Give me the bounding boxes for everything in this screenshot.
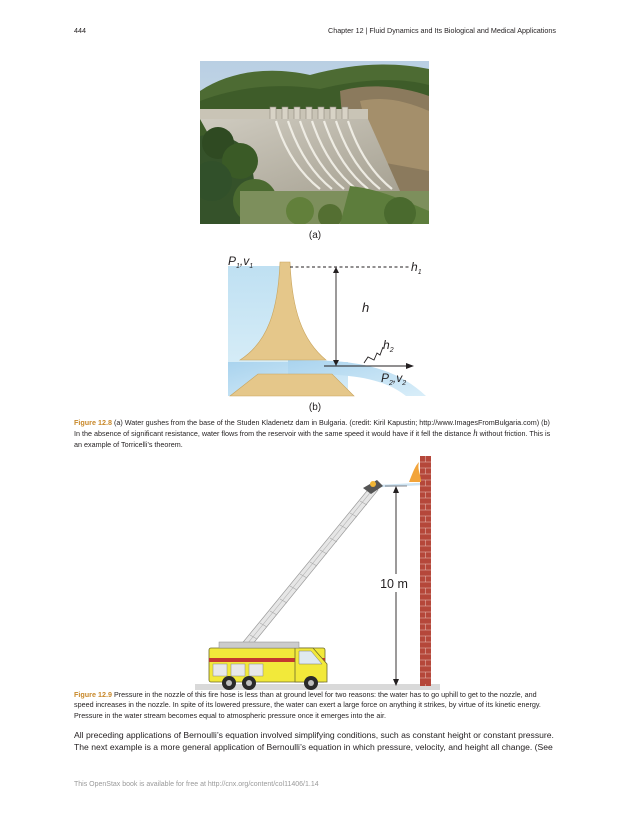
p2-subscript: 2 [389, 380, 393, 387]
fire-truck [209, 642, 327, 690]
body-paragraph: All preceding applications of Bernoulli’s equation involved simplifying conditions, such as constant height or constant pressure. The next example is a more general application of Bernoulli’s equation in which pressure, velocity, and height all change. (See [74, 730, 554, 752]
figure-12-8-caption-h: h [473, 428, 478, 439]
figure-12-9-caption-text: Pressure in the nozzle of this fire hose is less than at ground level for two reasons: the water has to go uphill to get to the nozzle, and speed increases in the nozzle. In spite of its lowered pressure, the water can exert a large force on anything it strikes, by virtue of its kinetic energy. Pressure in the water stream becomes equal to atmospheric pressure once it emerges into the air. [74, 690, 541, 720]
figure-12-9-caption-label: Figure 12.9 [74, 690, 112, 699]
p1-subscript: 1 [236, 263, 240, 270]
figure-12-8-part-b-label: (b) [308, 402, 322, 413]
h1-label: h [411, 260, 418, 274]
figure-12-8-part-a-label: (a) [308, 230, 322, 241]
height-label: 10 m [380, 577, 408, 591]
svg-text:P1,v1: $P_1,v_1$ [228, 254, 254, 270]
v2-subscript: 2 [402, 380, 407, 387]
figure-12-8-caption-text-1: (a) Water gushes from the base of the Studen Kladenetz dam in Bulgaria. (credit: Kiril Kapustin; http://www.ImagesFromBulgaria.com) (b) In the absence of significant resistance, water flows from the reservoir with the same speed it would have if it fell the distance [74, 418, 550, 439]
h2-label: h [383, 338, 390, 352]
dam-photo [200, 61, 429, 224]
svg-text:h2 [383, 338, 394, 354]
torricelli-diagram [228, 250, 433, 400]
figure-12-8-caption-text-2: without friction. This is an example of Torricelli’s theorem. [74, 429, 551, 449]
aerial-ladder [235, 480, 383, 656]
v1-subscript: 1 [249, 263, 254, 270]
v1-label: v [243, 254, 250, 268]
svg-text:P2,v2: $P_2,v_2$ [381, 371, 407, 387]
figure-12-8-caption-label: Figure 12.8 [74, 418, 112, 427]
page-footer: This OpenStax book is available for free at http://cnx.org/content/col11406/1.14 [74, 781, 319, 788]
fire-truck-illustration [195, 452, 440, 692]
figure-12-9-caption [74, 690, 556, 721]
h2-subscript: 2 [389, 347, 394, 354]
chapter-title: Chapter 12 | Fluid Dynamics and Its Biological and Medical Applications [328, 26, 556, 35]
page-number: 444 [74, 26, 86, 35]
p2-label: P [381, 371, 390, 385]
h1-subscript: 1 [417, 269, 422, 276]
v2-label: v [396, 371, 403, 385]
figure-12-8-caption [74, 418, 556, 450]
water-splash [409, 462, 421, 482]
svg-text:h1 [411, 260, 422, 276]
h-label: h [362, 300, 370, 315]
p1-label: P [228, 254, 237, 268]
brick-wall [420, 456, 431, 686]
